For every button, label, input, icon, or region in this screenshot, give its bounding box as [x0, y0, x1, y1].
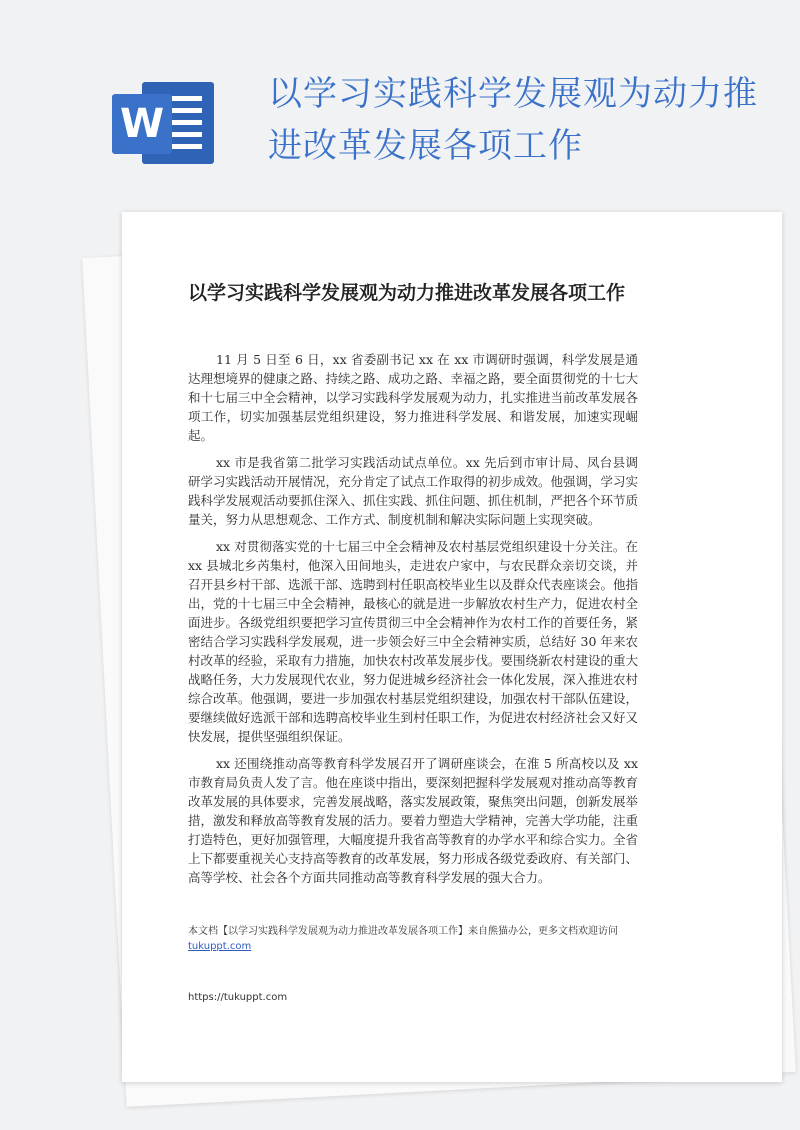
source-note — [188, 924, 638, 954]
word-icon-line — [172, 132, 202, 137]
source-note-text: 本文档【以学习实践科学发展观为动力推进改革发展各项工作】来自熊猫办公，更多文档欢迎访问 — [188, 926, 618, 937]
word-icon-line — [172, 96, 202, 101]
document-title: 以学习实践科学发展观为动力推进改革发展各项工作 — [188, 282, 626, 304]
paragraph: xx 还围绕推动高等教育科学发展召开了调研座谈会，在淮 5 所高校以及 xx 市教育局负责人发了言。他在座谈中指出，要深刻把握科学发展观对推动高等教育改革发展的具体要求，完善发展战略，落实发展政策，聚焦突出问题，创新发展举措，激发和释放高等教育发展的活力。要着力塑造大学精神，完善大学功能，注重打造特色，更好加强管理，大幅度提升我省高等教育的办学水平和综合实力。全省上下都要重视关心支持高等教育的改革发展，努力形成各级党委政府、有关部门、高等学校、社会各个方面共同推动高等教育科学发展的强大合力。 — [188, 756, 639, 885]
word-icon-line — [172, 120, 202, 125]
document-body — [188, 350, 638, 895]
page-title: 以学习实践科学发展观为动力推进改革发展各项工作 — [268, 74, 758, 166]
paragraph: xx 对贯彻落实党的十七届三中全会精神及农村基层党组织建设十分关注。在 xx 县城北乡芮集村，他深入田间地头，走进农户家中，与农民群众亲切交谈，并召开县乡村干部、选派干部、选聘到村任职高校毕业生以及群众代表座谈会。他指出，党的十七届三中全会精神，最核心的就是进一步解放农村生产力，促进农村全面进步。各级党组织要把学习宣传贯彻三中全会精神作为农村工作的首要任务，紧密结合学习实践科学发展观，进一步领会好三中全会精神实质，总结好 30 年来农村改革的经验，采取有力措施，加快农村改革发展步伐。要围绕新农村建设的重大战略任务，大力发展现代农业，努力促进城乡经济社会一体化发展，深入推进农村综合改革。他强调，要进一步加强农村基层党组织建设，加强农村干部队伍建设，要继续做好选派干部和选聘高校毕业生到村任职工作，为促进农村经济社会又好又快发展，提供坚强组织保证。 — [188, 539, 639, 744]
word-icon-letter: W — [112, 94, 172, 154]
document-page — [122, 212, 782, 1082]
document-url[interactable]: https://tukuppt.com — [188, 992, 288, 1003]
paragraph: xx 市是我省第二批学习实践活动试点单位。xx 先后到市审计局、凤台县调研学习实践活动开展情况，充分肯定了试点工作取得的初步成效。他强调，学习实践科学发展观活动要抓住深入、抓住实践、抓住问题、抓住机制，严把各个环节质量关，努力从思想观念、工作方式、制度机制和解决实际问题上实现突破。 — [188, 455, 639, 527]
paragraph: 11 月 5 日至 6 日，xx 省委副书记 xx 在 xx 市调研时强调，科学发展是通达理想境界的健康之路、持续之路、成功之路、幸福之路，要全面贯彻党的十七大和十七届三中全会精神，以学习实践科学发展观为动力，扎实推进当前改革发展各项工作，切实加强基层党组织建设，努力推进科学发展、和谐发展，加速实现崛起。 — [188, 352, 639, 443]
header — [0, 0, 800, 200]
source-link[interactable]: tukuppt.com — [188, 941, 252, 952]
word-icon-line — [172, 108, 202, 113]
word-document-icon — [112, 82, 216, 164]
word-icon-line — [172, 144, 202, 149]
